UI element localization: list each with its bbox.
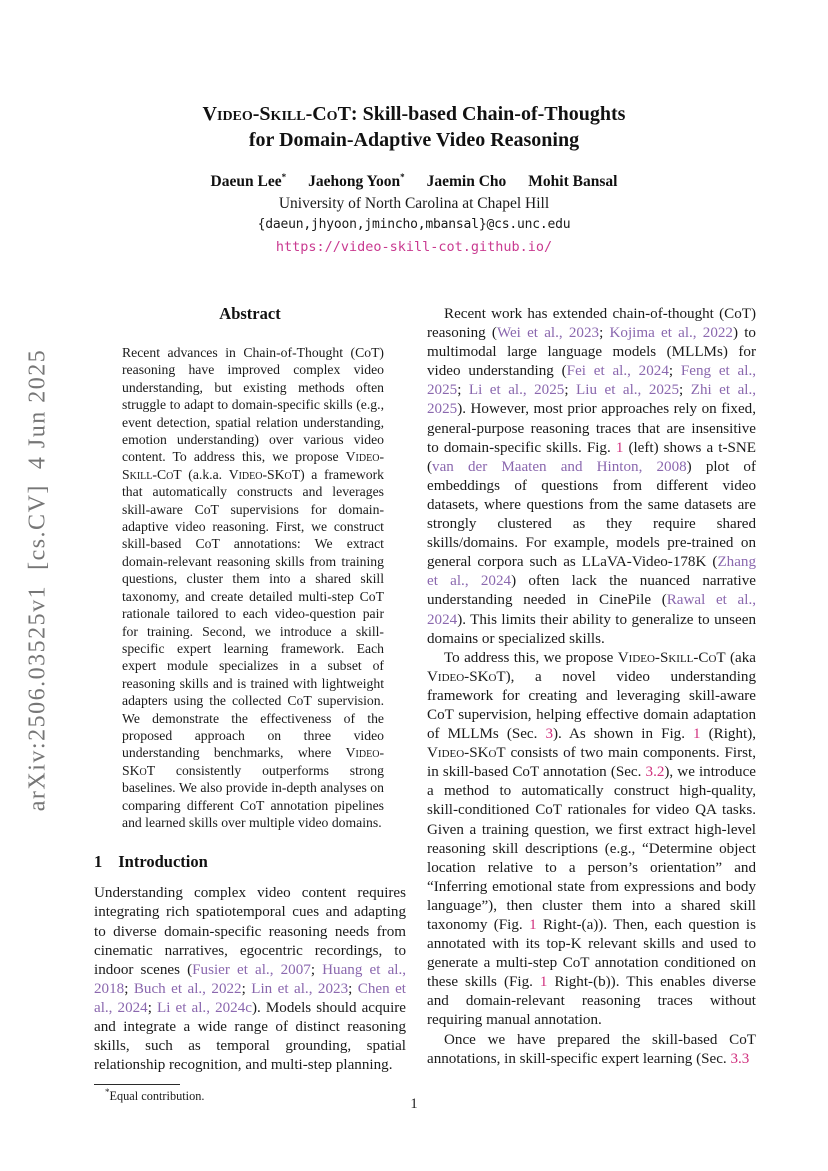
text-segment: Video-SKoT xyxy=(228,466,301,482)
citation-link[interactable]: Kojima et al., 2022 xyxy=(609,325,733,342)
text-segment: Equal contribution. xyxy=(109,1089,205,1104)
paper-header xyxy=(0,101,828,255)
text-segment: ). However, most prior approaches rely on fixed, general-purpose reasoning traces that are insensitive to domain-specific skills. Fig. xyxy=(427,401,756,456)
text-segment: consists of two main components. First, in skill-based CoT annotation (Sec. xyxy=(427,745,756,781)
text-segment: ). This limits their ability to generalize to unseen domains or specialized skills. xyxy=(427,611,756,647)
paper-title-line1 xyxy=(203,103,626,125)
citation-link[interactable]: Zhi et al., 2025 xyxy=(427,382,757,418)
abstract-heading: Abstract xyxy=(219,304,281,323)
section-ref-link[interactable]: 1 xyxy=(529,917,537,933)
section-ref-link[interactable]: 1 xyxy=(615,439,624,456)
text-segment: (Right), xyxy=(700,726,756,743)
section-heading-introduction xyxy=(94,852,406,872)
section-ref-link[interactable]: 3.3 xyxy=(730,1050,750,1067)
text-segment: Once we have prepared the skill-based CoT annotations, in skill-specific expert learning (Sec. xyxy=(427,1031,756,1067)
paper-title xyxy=(0,101,828,153)
arxiv-watermark: arXiv:2506.03525v1 [cs.CV] 4 Jun 2025 xyxy=(24,348,51,812)
text-segment: ), a novel video understanding framework for creating and leveraging skill-aware CoT supervision, helping effective domain adaptation of MLLMs (Sec. xyxy=(427,668,756,743)
text-segment: Mohit Bansal xyxy=(528,173,618,190)
text-segment: Video-SKoT xyxy=(122,745,384,778)
text-segment: Jaehong Yoon xyxy=(308,173,401,190)
authors-line xyxy=(0,173,828,191)
text-segment: ; xyxy=(124,980,134,997)
text-segment: ). Models should acquire and integrate a wide range of distinct reasoning skills, such as temporal grounding, spatial relationship recognition, and multi-step planning. xyxy=(94,999,407,1074)
citation-link[interactable]: Lin et al., 2023 xyxy=(251,980,349,997)
text-segment: ; xyxy=(147,999,158,1016)
text-segment: Video-SKoT xyxy=(427,745,506,762)
citation-link[interactable]: Zhang et al., 2024 xyxy=(427,554,756,590)
text-segment: Daeun Lee xyxy=(210,173,282,190)
citation-link[interactable]: Wei et al., 2023 xyxy=(496,325,600,342)
section-ref-link[interactable]: 1 xyxy=(539,974,548,991)
citation-link[interactable]: Fei et al., 2024 xyxy=(566,363,669,380)
citation-link[interactable]: Buch et al., 2022 xyxy=(133,980,242,997)
text-segment: Video-Skill-CoT xyxy=(202,103,351,125)
citation-link[interactable]: Huang et al., 2018 xyxy=(94,961,407,997)
text-segment: ), we introduce a method to automatically construct high-quality, skill-conditioned CoT rationales for video QA tasks. Given a training question, we first extract high-level reasoning skill descriptions (e.g., “Determine object location relative to a person’s orientation” and “Inferring emotional state from expressions and body language”), then cluster them into a shared skill taxonomy (Fig. xyxy=(427,764,756,933)
text-segment: ; xyxy=(599,325,610,342)
text-segment: Understanding complex video content requires integrating rich spatiotemporal cues and adapting to diverse domain-specific reasoning needs from cinematic narratives, egocentric recordings, to indoor scenes ( xyxy=(94,885,406,978)
affiliation: University of North Carolina at Chapel Hill xyxy=(278,195,550,212)
text-segment: Recent work has extended chain-of-thought (CoT) reasoning ( xyxy=(427,306,756,342)
text-segment: ; xyxy=(679,382,691,399)
email-line: {daeun,jhyoon,jmincho,mbansal}@cs.unc.edu xyxy=(257,217,571,232)
citation-link[interactable]: Li et al., 2025 xyxy=(468,382,565,399)
text-segment: ). As shown in Fig. xyxy=(553,726,694,743)
text-segment: Video-Skill-CoT xyxy=(122,449,384,482)
left-column xyxy=(94,300,406,1104)
right-paragraph-2 xyxy=(427,649,756,1031)
citation-link[interactable]: Chen et al., 2024 xyxy=(94,980,406,1016)
text-segment: consistently outperforms strong baselines. We also provide in-depth analyses on comparing different CoT annotation pipelines and learned skills over multiple video domains. xyxy=(122,762,384,830)
footnote-rule xyxy=(94,1084,180,1085)
text-segment: ; xyxy=(668,363,681,380)
text-segment: Jaemin Cho xyxy=(426,173,507,190)
page-number: 1 xyxy=(410,1096,418,1112)
project-url-link[interactable]: https://video-skill-cot.github.io/ xyxy=(275,239,553,255)
text-segment: * xyxy=(400,171,405,182)
text-segment: ) a framework that automatically constructs and leverages skill-aware CoT supervisions for domain-adaptive video reasoning. First, we construct skill-based CoT annotations: We extract domain-relevant reasoning skills from training questions, cluster them into a shared skill taxonomy, and create detailed multi-step CoT rationale tailored to each video-question pair for training. Second, we introduce a skill-specific expert learning framework. Each expert module specializes in a subset of reasoning skills and is trained with lightweight adapters using the collected CoT supervision. We demonstrate the effectiveness of the proposed approach on three video understanding benchmarks, where xyxy=(122,466,384,761)
text-segment: ) plot of embeddings of questions from different video datasets, where questions from the same datasets are strongly clustered as they require shared skills/domains. For example, models pre-trained on general corpora such as LLaVA-Video-178K ( xyxy=(427,458,757,571)
text-segment: ; xyxy=(564,382,577,399)
citation-link[interactable]: Li et al., 2024c xyxy=(157,999,252,1016)
text-segment: Right-(a)). Then, each question is annotated with its top-K relevant skills and used to generate a multi-step CoT annotation conditioned on these skills (Fig. xyxy=(427,917,756,991)
citation-link[interactable]: Fusier et al., 2007 xyxy=(192,961,311,978)
text-segment: ; xyxy=(241,980,252,997)
abstract-body xyxy=(122,344,384,831)
text-segment: ; xyxy=(310,961,323,978)
text-segment: Recent advances in Chain-of-Thought (CoT) reasoning have improved complex video understanding, but existing methods often struggle to adapt to domain-specific skills (e.g., event detection, spatial relation understanding, emotion understanding) over various video content. To address this, we propose xyxy=(122,345,384,465)
section-ref-link[interactable]: 1 xyxy=(693,726,701,743)
paper-title-line2: for Domain-Adaptive Video Reasoning xyxy=(248,129,580,151)
text-segment: (a.k.a. xyxy=(181,466,229,482)
intro-paragraph-1 xyxy=(94,884,406,1075)
text-segment: : Skill-based Chain-of-Thoughts xyxy=(350,103,626,125)
right-paragraph-1 xyxy=(427,305,756,649)
citation-link[interactable]: Feng et al., 2025 xyxy=(427,363,756,399)
section-ref-link[interactable]: 3.2 xyxy=(645,764,665,781)
text-segment: ) often lack the nuanced narrative understanding needed in CinePile ( xyxy=(427,573,756,609)
text-segment: Video-Skill-CoT xyxy=(617,649,726,666)
text-segment: * xyxy=(105,1087,110,1098)
text-segment: ; xyxy=(457,382,469,399)
citation-link[interactable]: Liu et al., 2025 xyxy=(576,382,680,399)
right-column xyxy=(427,300,756,1069)
right-paragraph-3 xyxy=(427,1031,756,1069)
citation-link[interactable]: Rawal et al., 2024 xyxy=(427,592,756,628)
section-ref-link[interactable]: 3 xyxy=(545,726,553,743)
text-segment: Right-(b)). This enables diverse and domain-relevant reasoning traces without requiring manual annotation. xyxy=(427,974,756,1029)
text-segment: (left) shows a t-SNE ( xyxy=(427,439,757,475)
text-segment: * xyxy=(281,171,287,182)
text-segment: To address this, we propose xyxy=(444,649,618,666)
text-segment: (aka xyxy=(725,649,756,666)
section-title: Introduction xyxy=(118,852,208,872)
section-number: 1 xyxy=(94,852,103,872)
text-segment: ; xyxy=(348,980,358,997)
text-segment: ) to multimodal large language models (MLLMs) for video understanding ( xyxy=(427,325,756,380)
citation-link[interactable]: van der Maaten and Hinton, 2008 xyxy=(432,458,687,475)
text-segment: Video-SKoT xyxy=(427,668,506,685)
